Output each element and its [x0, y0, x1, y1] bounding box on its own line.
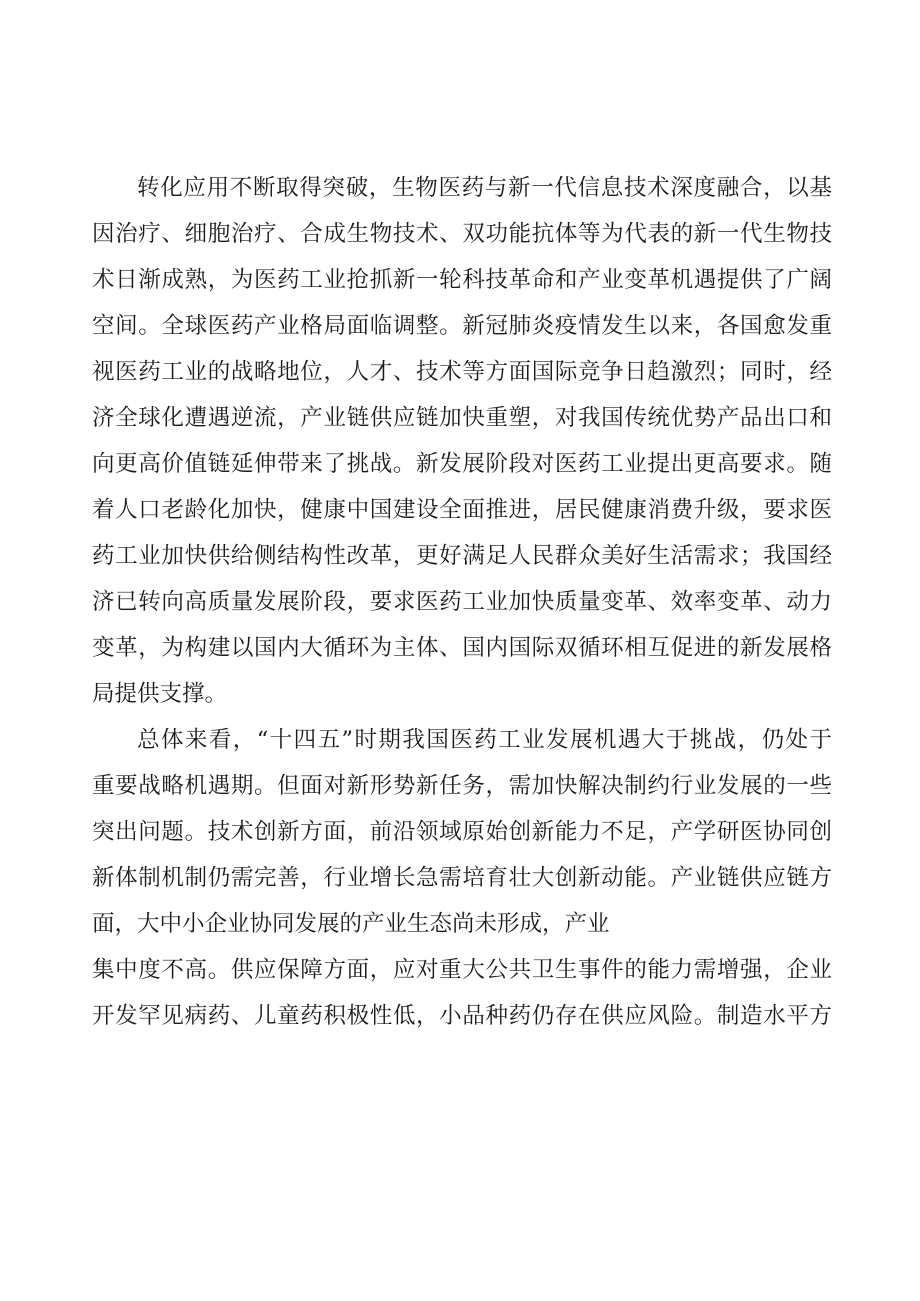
text-line: 开发罕见病药、儿童药积极性低，小品种药仍存在供应风险。制造水平方 [92, 1003, 832, 1029]
text-line: 局提供支撑。 [92, 681, 228, 707]
body-text [92, 165, 832, 1039]
text-line: 集中度不高。供应保障方面，应对重大公共卫生事件的能力需增强，企业 [92, 957, 832, 983]
text-line: 重要战略机遇期。但面对新形势新任务，需加快解决制约行业发展的一些 [92, 773, 832, 799]
text-line: 转化应用不断取得突破，生物医药与新一代信息技术深度融合，以基 [137, 175, 832, 201]
text-line: 药工业加快供给侧结构性改革，更好满足人民群众美好生活需求；我国经 [92, 543, 832, 569]
text-line: 面，大中小企业协同发展的产业生态尚未形成，产业 [92, 911, 610, 937]
text-line: 视医药工业的战略地位，人才、技术等方面国际竞争日趋激烈；同时，经 [92, 359, 832, 385]
paragraph-3 [92, 947, 832, 1039]
text-line: 着人口老龄化加快，健康中国建设全面推进，居民健康消费升级，要求医 [92, 497, 832, 523]
paragraph-1 [92, 165, 832, 717]
text-line: 新体制机制仍需完善，行业增长急需培育壮大创新动能。产业链供应链方 [92, 865, 832, 891]
text-line: 济已转向高质量发展阶段，要求医药工业加快质量变革、效率变革、动力 [92, 589, 832, 615]
text-line: 因治疗、细胞治疗、合成生物技术、双功能抗体等为代表的新一代生物技 [92, 221, 832, 247]
text-line: 变革，为构建以国内大循环为主体、国内国际双循环相互促进的新发展格 [92, 635, 832, 661]
text-line: 总体来看，“十四五”时期我国医药工业发展机遇大于挑战，仍处于 [137, 727, 832, 753]
text-line: 济全球化遭遇逆流，产业链供应链加快重塑，对我国传统优势产品出口和 [92, 405, 832, 431]
text-line: 向更高价值链延伸带来了挑战。新发展阶段对医药工业提出更高要求。随 [92, 451, 832, 477]
text-line: 空间。全球医药产业格局面临调整。新冠肺炎疫情发生以来，各国愈发重 [92, 313, 832, 339]
text-line: 突出问题。技术创新方面，前沿领域原始创新能力不足，产学研医协同创 [92, 819, 832, 845]
text-line: 术日渐成熟，为医药工业抢抓新一轮科技革命和产业变革机遇提供了广阔 [92, 267, 832, 293]
paragraph-2 [92, 717, 832, 947]
